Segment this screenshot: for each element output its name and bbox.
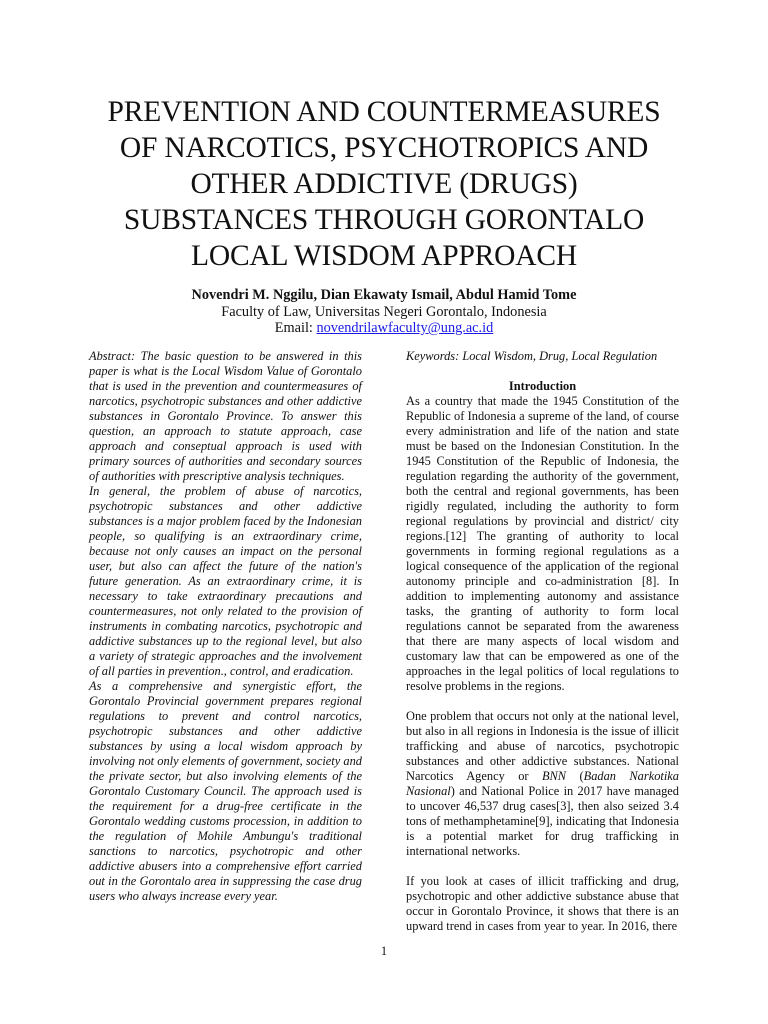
body-paragraph: As a country that made the 1945 Constitution of the Republic of Indonesia a supreme of the land, of course every administration and life of the nation and state must be based on the Indonesian Constitution. In the 1945 Constitution of the Republic of Indonesia, the regulation regarding the authority of the government, both the central and regional governments, has been rigidly regulated, including the authority to form regional regulations by provincial and district/ city regions.[12] The granting of authority to local governments in forming regional regulations as a logical consequence of the application of the regional autonomy principle and co-administration [8]. In addition to implementing autonomy and assistance tasks, the granting of authority to form local regulations cannot be separated from the awareness that there are many aspects of local wisdom and customary law that can be empowered as one of the approaches in the legal politics of local regulations to resolve problems in the regions.: [406, 394, 679, 693]
title-line: PREVENTION AND COUNTERMEASURES: [107, 96, 661, 128]
affiliation: Faculty of Law, Universitas Negeri Gorontalo, Indonesia: [221, 304, 547, 320]
title-line: OF NARCOTICS, PSYCHOTROPICS AND: [119, 132, 649, 164]
body-paragraph: [406, 709, 679, 859]
body-text: (: [566, 769, 584, 783]
author-list: Novendri M. Nggilu, Dian Ekawaty Ismail, Abdul Hamid Tome: [191, 287, 577, 303]
abstract-column: [89, 349, 362, 904]
paper-title: [60, 94, 708, 274]
title-line: LOCAL WISDOM APPROACH: [191, 240, 577, 272]
abstract-paragraph: In general, the problem of abuse of narcotics, psychotropic substances and other addictive substances is a major problem faced by the Indonesian people, so qualifying is an extraordinary crime, because not only causes an impact on the personal user, but also can affect the future of the nation's future generation. As an extraordinary crime, it is necessary to take extraordinary precautions and countermeasures, not only related to the provision of instruments in combating narcotics, psychotropic and addictive substances up to the regional level, but also a variety of strategic approaches and the involvement of all parties in prevention., control, and eradication.: [89, 484, 362, 678]
paragraph-gap: [406, 694, 679, 709]
abstract-paragraph: As a comprehensive and synergistic effort, the Gorontalo Provincial government prepares regional regulations to prevent and control narcotics, psychotropic substances and other addictive substances by using a local wisdom approach by involving not only elements of government, society and the private sector, but also involving elements of the Gorontalo Customary Council. The approach used is the requirement for a drug-free certificate in the Gorontalo wedding customs procession, in addition to the regulation of Mohile Ambungu's traditional sanctions to narcotics, psychotropic and other addictive abusers into a comprehensive effort carried out in the Gorontalo area in suppressing the case drug users who always increase every year.: [89, 679, 362, 903]
paragraph-gap: [406, 859, 679, 874]
email-label: Email:: [274, 320, 317, 336]
body-column: [406, 349, 679, 934]
email-link[interactable]: novendrilawfaculty@ung.ac.id: [316, 320, 494, 336]
body-text-italic: Badan Narkotika Nasional: [406, 769, 679, 798]
body-paragraph: If you look at cases of illicit trafficking and drug, psychotropic and other addictive substance abuse that occur in Gorontalo Province, it shows that there is an upward trend in cases from year to year. In 2016, there: [406, 874, 679, 933]
body-text: ) and National Police in 2017 have managed to uncover 46,537 drug cases[3], then also seized 3.4 tons of methamphetamine[9], indicating that Indonesia is a potential market for drug trafficking in international networks.: [406, 784, 679, 858]
body-text: One problem that occurs not only at the national level, but also in all regions in Indonesia is the issue of illicit trafficking and abuse of narcotics, psychotropic substances and other addictive substances. National Narcotics Agency or: [406, 709, 679, 783]
abstract-paragraph: Abstract: The basic question to be answered in this paper is what is the Local Wisdom Value of Gorontalo that is used in the prevention and countermeasures of narcotics, psychotropic substances and other addictive substances in Gorontalo Province. To answer this question, an approach to statute approach, case approach and conseptual approach is used with primary sources of authorities and secondary sources of authorities with prescriptive analysis techniques.: [89, 349, 362, 483]
email-line: [60, 320, 708, 336]
page-number: 1: [380, 944, 388, 958]
keywords: Keywords: Local Wisdom, Drug, Local Regulation: [406, 349, 658, 363]
title-line: OTHER ADDICTIVE (DRUGS): [190, 168, 578, 200]
section-heading-introduction: Introduction: [508, 379, 577, 393]
title-line: SUBSTANCES THROUGH GORONTALO: [123, 204, 645, 236]
body-text-italic: BNN: [541, 769, 567, 783]
